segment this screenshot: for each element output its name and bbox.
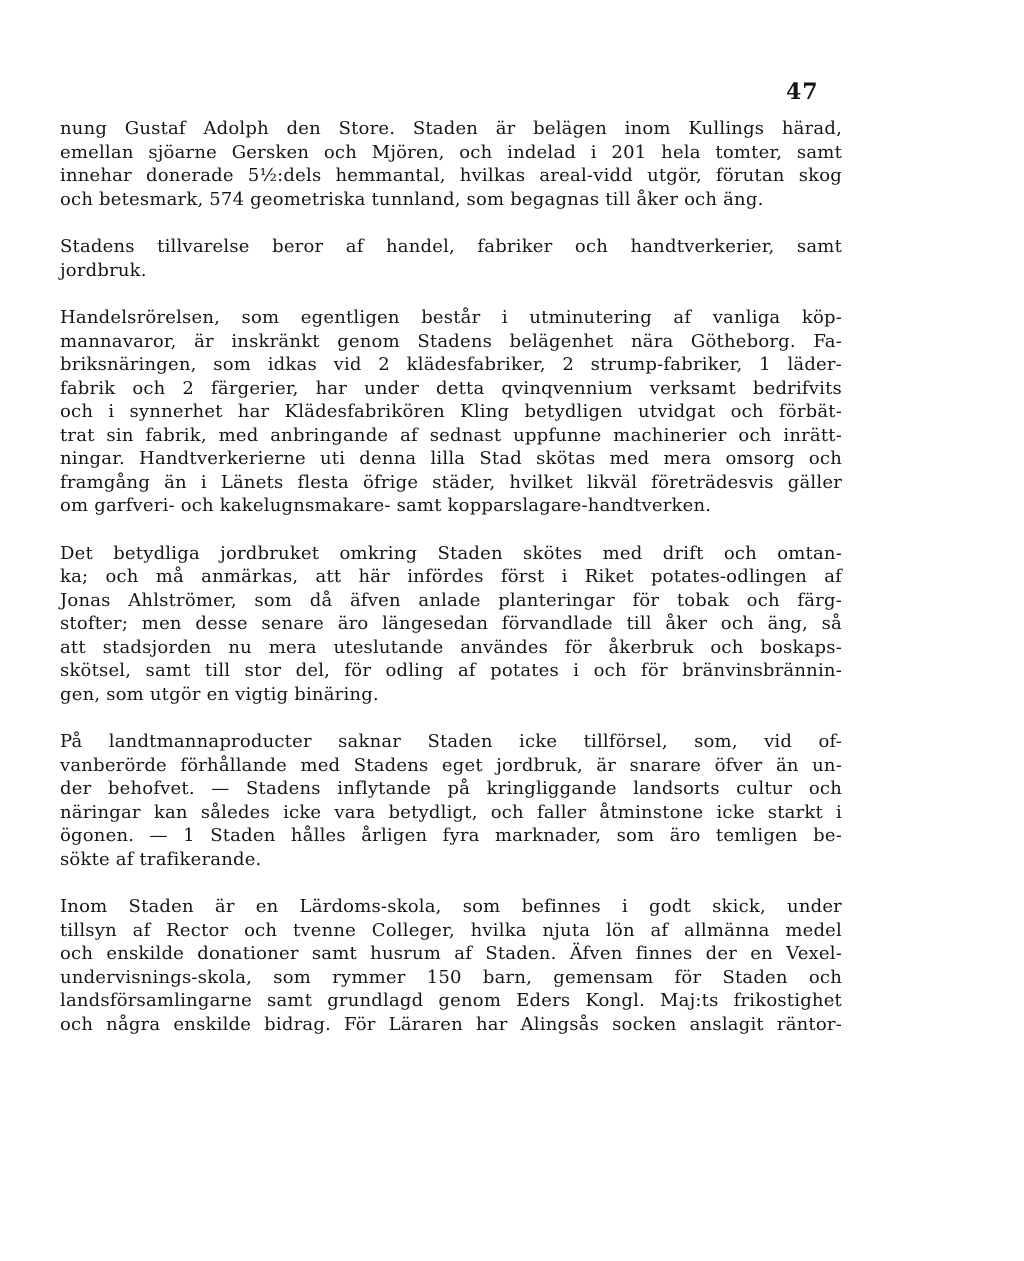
text-line: Inom Staden är en Lärdoms-skola, som befinnes i godt skick, under: [60, 896, 842, 917]
paragraph-6: [60, 895, 842, 1036]
text-line: undervisnings-skola, som rymmer 150 barn, gemensam för Staden och: [60, 966, 842, 988]
paragraph-5: [60, 730, 842, 871]
text-line: briksnäringen, som idkas vid 2 klädesfabriker, 2 strump-fabriker, 1 läder-: [60, 354, 842, 375]
text-line: ögonen. — 1 Staden hålles årligen fyra marknader, som äro temligen be-: [60, 825, 842, 846]
text-line: mannavaror, är inskränkt genom Stadens belägenhet nära Götheborg. Fa-: [60, 330, 842, 352]
text-line: jordbruk.: [60, 259, 147, 281]
text-line: fabrik och 2 färgerier, har under detta qvinqvennium verksamt bedrifvits: [60, 377, 842, 399]
text-line: och några enskilde bidrag. För Läraren har Alingsås socken anslagit räntor-: [60, 1013, 842, 1035]
text-line: landsförsamlingarne samt grundlagd genom Eders Kongl. Maj:ts frikostighet: [60, 990, 842, 1011]
paragraph-1: [60, 117, 842, 211]
text-line: Det betydliga jordbruket omkring Staden skötes med drift och omtan-: [60, 542, 842, 564]
text-line: framgång än i Länets flesta öfrige städer, hvilket likväl företrädesvis gäller: [60, 471, 842, 493]
paragraph-3: [60, 306, 842, 518]
text-body: [60, 117, 842, 1060]
text-line: nung Gustaf Adolph den Store. Staden är belägen inom Kullings härad,: [60, 118, 842, 139]
text-line: emellan sjöarne Gersken och Mjören, och indelad i 201 hela tomter, samt: [60, 141, 842, 163]
text-line: och i synnerhet har Klädesfabrikören Kling betydligen utvidgat och förbät-: [60, 401, 842, 422]
text-line: ka; och må anmärkas, att här infördes först i Riket potates-odlingen af: [60, 566, 842, 587]
text-line: och enskilde donationer samt husrum af Staden. Äfven finnes der en Vexel-: [60, 943, 842, 964]
text-line: sökte af trafikerande.: [60, 848, 262, 870]
page-number: 47: [786, 79, 819, 105]
text-line: trat sin fabrik, med anbringande af sednast uppfunne machinerier och inrätt-: [60, 424, 842, 446]
text-line: ningar. Handtverkerierne uti denna lilla Stad skötas med mera omsorg och: [60, 448, 842, 469]
text-line: På landtmannaproducter saknar Staden icke tillförsel, som, vid of-: [60, 731, 842, 752]
text-line: om garfveri- och kakelugnsmakare- samt kopparslagare-handtverken.: [60, 495, 712, 516]
text-line: Stadens tillvarelse beror af handel, fabriker och handtverkerier, samt: [60, 236, 842, 257]
text-line: vanberörde förhållande med Stadens eget jordbruk, är snarare öfver än un-: [60, 754, 842, 776]
text-line: näringar kan således icke vara betydligt, och faller åtminstone icke starkt i: [60, 801, 842, 823]
text-line: innehar donerade 5½:dels hemmantal, hvilkas areal-vidd utgör, förutan skog: [60, 165, 842, 186]
text-line: Handelsrörelsen, som egentligen består i utminutering af vanliga köp-: [60, 307, 842, 328]
text-line: tillsyn af Rector och tvenne Colleger, hvilka njuta lön af allmänna medel: [60, 919, 842, 941]
text-line: stofter; men desse senare äro längesedan förvandlade till åker och äng, så: [60, 613, 842, 634]
text-line: och betesmark, 574 geometriska tunnland, som begagnas till åker och äng.: [60, 188, 764, 210]
text-line: Jonas Ahlströmer, som då äfven anlade planteringar för tobak och färg-: [60, 589, 842, 611]
text-line: att stadsjorden nu mera uteslutande användes för åkerbruk och boskaps-: [60, 636, 842, 658]
text-line: skötsel, samt till stor del, för odling af potates i och för bränvinsbrännin-: [60, 660, 842, 681]
paragraph-4: [60, 542, 842, 707]
text-line: gen, som utgör en vigtig binäring.: [60, 683, 379, 705]
text-line: der behofvet. — Stadens inflytande på kringliggande landsorts cultur och: [60, 778, 842, 799]
paragraph-2: [60, 235, 842, 282]
